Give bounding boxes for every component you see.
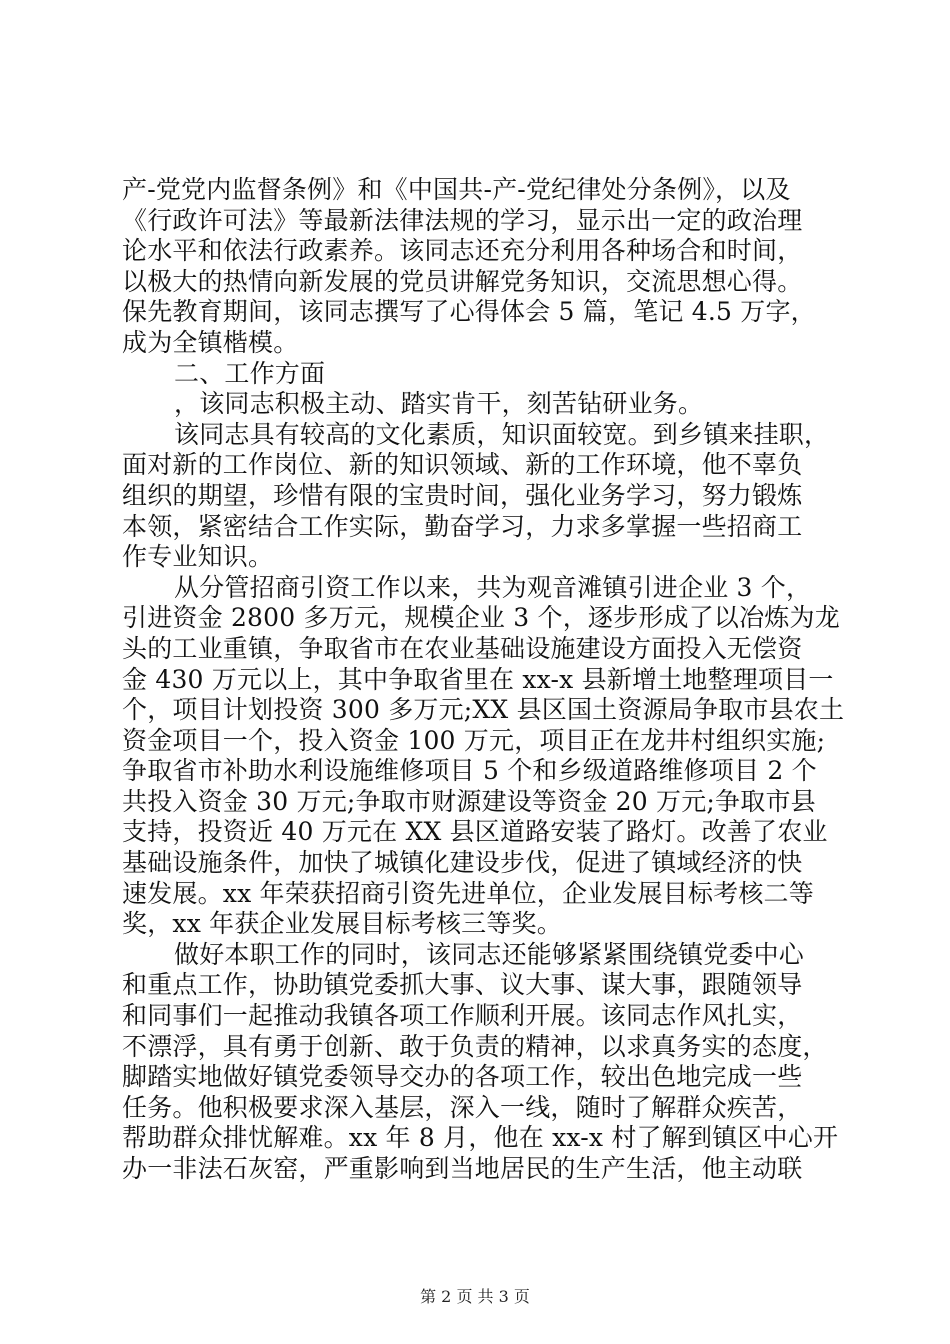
- text-line: 该同志具有较高的文化素质，知识面较宽。到乡镇来挂职，: [174, 419, 830, 449]
- text-line: 和重点工作，协助镇党委抓大事、议大事、谋大事，跟随领导: [122, 970, 803, 1000]
- text-line: 从分管招商引资工作以来，共为观音滩镇引进企业 3 个，: [174, 572, 812, 602]
- text-line: 不漂浮，具有勇于创新、敢于负责的精神，以求真务实的态度，: [122, 1031, 828, 1061]
- text-line: 任务。他积极要求深入基层，深入一线，随时了解群众疾苦，: [122, 1092, 803, 1122]
- page-number-footer: 第 2 页 共 3 页: [420, 1287, 530, 1306]
- text-line: 共投入资金 30 万元;争取市财源建设等资金 20 万元;争取市县: [122, 786, 816, 816]
- text-line: 成为全镇楷模。: [122, 327, 299, 357]
- text-line: 金 430 万元以上，其中争取省里在 xx-x 县新增土地整理项目一: [122, 664, 834, 694]
- text-line: 引进资金 2800 多万元，规模企业 3 个，逐步形成了以冶炼为龙: [122, 603, 840, 633]
- text-line: 帮助群众排忧解难。xx 年 8 月，他在 xx-x 村了解到镇区中心开: [122, 1123, 839, 1153]
- text-line: 面对新的工作岗位、新的知识领域、新的工作环境，他不辜负: [122, 450, 803, 480]
- text-line: 论水平和依法行政素养。该同志还充分利用各种场合和时间，: [122, 236, 803, 266]
- text-line: 作专业知识。: [122, 542, 274, 572]
- text-line: 办一非法石灰窑，严重影响到当地居民的生产生活，他主动联: [122, 1154, 803, 1183]
- text-line: 以极大的热情向新发展的党员讲解党务知识，交流思想心得。: [122, 266, 803, 296]
- text-line: 头的工业重镇，争取省市在农业基础设施建设方面投入无偿资: [122, 633, 803, 663]
- text-line: 产-党党内监督条例》和《中国共-产-党纪律处分条例》，以及: [122, 175, 791, 204]
- text-line: 支持，投资近 40 万元在 XX 县区道路安装了路灯。改善了农业: [122, 817, 828, 847]
- document-body: [122, 175, 845, 1185]
- text-line: 保先教育期间，该同志撰写了心得体会 5 篇，笔记 4.5 万字，: [122, 297, 816, 327]
- text-line: 基础设施条件，加快了城镇化建设步伐，促进了镇域经济的快: [122, 848, 803, 878]
- text-line: 速发展。xx 年荣获招商引资先进单位，企业发展目标考核二等: [122, 878, 814, 908]
- text-line: ，该同志积极主动、踏实肯干，刻苦钻研业务。: [174, 389, 704, 419]
- text-line: 奖，xx 年获企业发展目标考核三等奖。: [122, 909, 562, 939]
- text-line: 《行政许可法》等最新法律法规的学习，显示出一定的政治理: [122, 205, 803, 235]
- text-line: 个，项目计划投资 300 多万元;XX 县区国土资源局争取市县农土: [122, 695, 845, 725]
- text-line: 争取省市补助水利设施维修项目 5 个和乡级道路维修项目 2 个: [122, 756, 817, 786]
- text-line: 脚踏实地做好镇党委领导交办的各项工作，较出色地完成一些: [122, 1062, 803, 1092]
- text-line: 做好本职工作的同时，该同志还能够紧紧围绕镇党委中心: [174, 939, 805, 969]
- text-line: 资金项目一个，投入资金 100 万元，项目正在龙井村组织实施;: [122, 725, 826, 755]
- text-line: 组织的期望，珍惜有限的宝贵时间，强化业务学习，努力锻炼: [122, 480, 803, 510]
- section-heading: 二、工作方面: [174, 358, 326, 388]
- text-line: 和同事们一起推动我镇各项工作顺利开展。该同志作风扎实，: [122, 1001, 803, 1031]
- text-line: 本领，紧密结合工作实际，勤奋学习，力求多掌握一些招商工: [122, 511, 803, 541]
